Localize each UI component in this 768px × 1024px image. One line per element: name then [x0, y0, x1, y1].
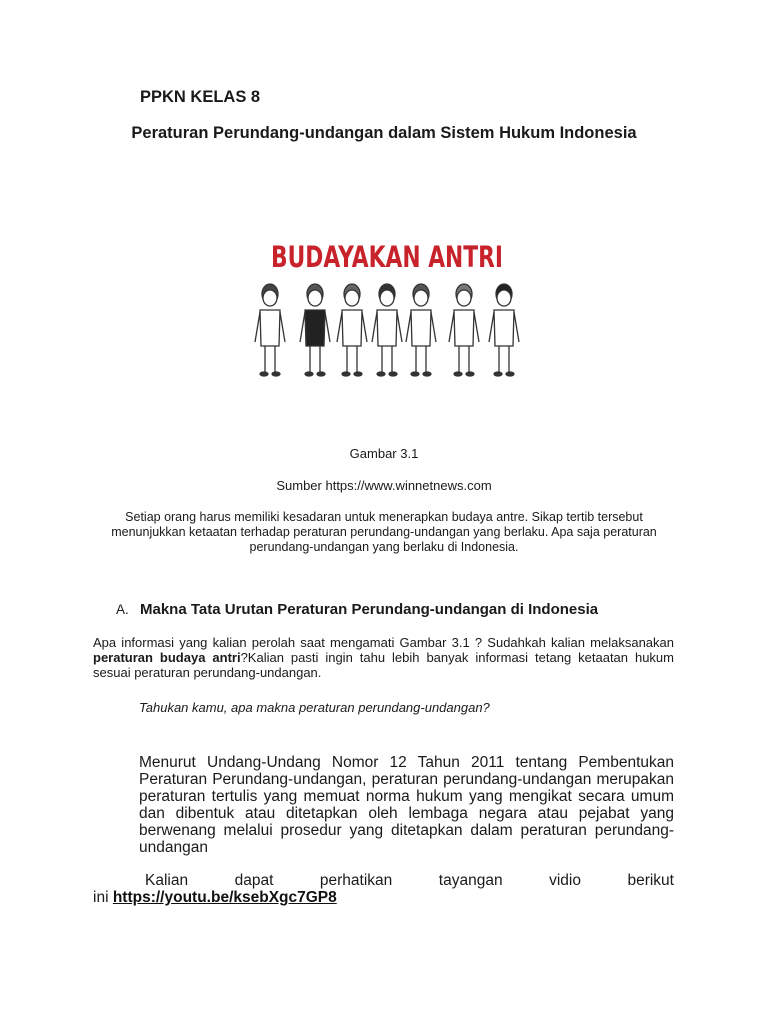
word: dapat [234, 872, 274, 889]
definition-paragraph: Menurut Undang-Undang Nomor 12 Tahun 2011 tentang Pembentukan Peraturan Perundang-undangan, peraturan perundang-undangan merupakan peraturan tertulis yang memuat norma hukum yang mengikat secara umum dan dibentuk atau ditetapkan oleh lembaga negara atau pejabat yang berwenang melalui prosedur yang ditetapkan dalam peraturan perundang-undangan [139, 754, 674, 856]
word: perhatikan [319, 872, 393, 889]
word: Kalian [145, 872, 189, 889]
video-link[interactable]: https://youtu.be/ksebXgc7GP8 [112, 889, 337, 906]
video-paragraph [93, 872, 674, 906]
class-label: PPKN KELAS 8 [140, 88, 261, 106]
figure-source: Sumber https://www.winnetnews.com [276, 478, 492, 493]
video-link-line [93, 889, 674, 906]
word: tayangan [438, 872, 503, 889]
paragraph-observation [93, 635, 674, 680]
word: vidio [549, 872, 581, 889]
queue-illustration [230, 222, 544, 402]
section-heading [116, 601, 598, 618]
emphasis-text: peraturan budaya antri [93, 650, 241, 665]
paragraph-text: Apa informasi yang kalian perolah saat mengamati Gambar 3.1 ? Sudahkah kalian melaksanakan [93, 635, 674, 650]
section-title: Makna Tata Urutan Peraturan Perundang-undangan di Indonesia [140, 601, 599, 618]
question-text: Tahukan kamu, apa makna peraturan perundang-undangan? [139, 700, 490, 715]
intro-paragraph: Setiap orang harus memiliki kesadaran untuk menerapkan budaya antre. Sikap tertib tersebut menunjukkan ketaatan terhadap peraturan perundang-undangan yang berlaku. Apa saja peraturan perundang-undangan yang berlaku di Indonesia. [111, 510, 657, 554]
banner-text: BUDAYAKAN ANTRI [271, 240, 503, 274]
video-sentence [93, 872, 674, 889]
page-title: Peraturan Perundang-undangan dalam Sistem Hukum Indonesia [131, 124, 637, 142]
word: berikut [627, 872, 674, 889]
figure-caption: Gambar 3.1 [349, 446, 419, 461]
section-number: A. [116, 602, 129, 617]
paragraph-text: ?Kalian pasti ingin tahu lebih banyak informasi tetang ketaatan hukum sesuai peraturan perundang-undangan. [93, 650, 674, 680]
link-prefix: ini [93, 889, 113, 906]
